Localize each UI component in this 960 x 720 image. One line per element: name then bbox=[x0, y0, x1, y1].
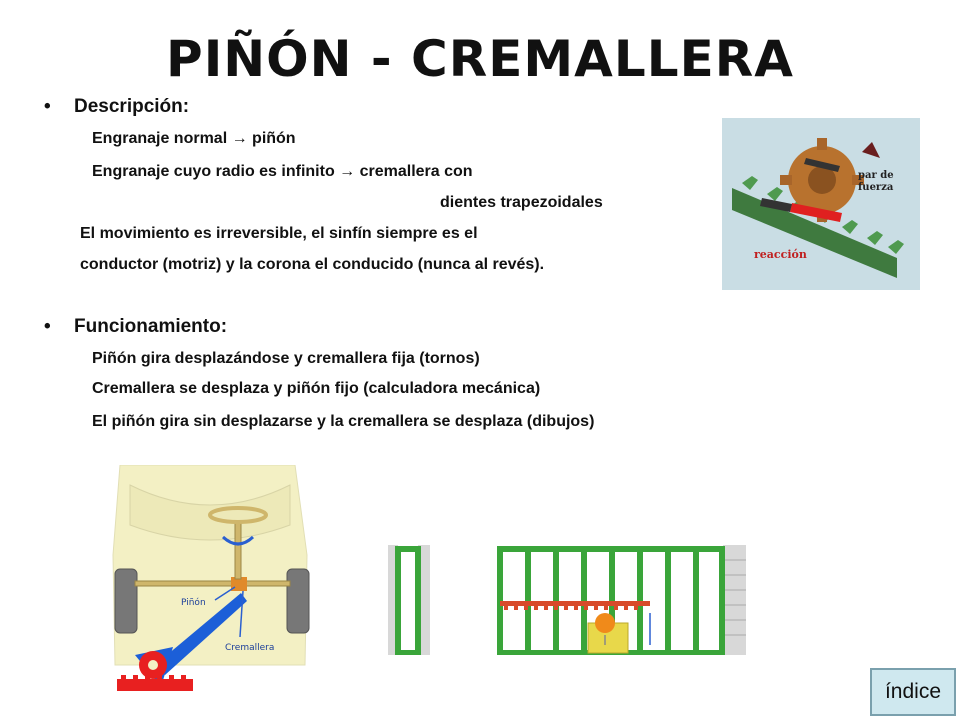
description-line-5: conductor (motriz) y la corona el conducido (nunca al revés). bbox=[80, 256, 545, 273]
label-par-de: par de bbox=[858, 170, 894, 181]
description-line-4: El movimiento es irreversible, el sinfín siempre es el bbox=[80, 225, 478, 242]
index-button[interactable]: índice bbox=[870, 668, 956, 716]
bullet-funcionamiento bbox=[44, 316, 227, 338]
label-fuerza: fuerza bbox=[858, 182, 894, 193]
bullet-dot: • bbox=[44, 316, 51, 337]
function-line-2: Cremallera se desplaza y piñón fijo (calculadora mecánica) bbox=[92, 380, 541, 397]
label-reaccion: reacción bbox=[754, 248, 807, 261]
car-steering-illustration bbox=[95, 465, 325, 695]
bullet-heading: Funcionamiento: bbox=[74, 316, 228, 337]
function-line-3: El piñón gira sin desplazarse y la cremallera se desplaza (dibujos) bbox=[92, 413, 595, 430]
description-line-2: Engranaje cuyo radio es infinito → cremallera con bbox=[92, 163, 473, 180]
page-title: PIÑÓN - CREMALLERA bbox=[166, 30, 794, 88]
label-cremallera: Cremallera bbox=[225, 643, 275, 653]
bullet-heading: Descripción: bbox=[74, 96, 190, 117]
bullet-dot: • bbox=[44, 96, 51, 117]
function-line-1: Piñón gira desplazándose y cremallera fija (tornos) bbox=[92, 350, 480, 367]
description-line-1: Engranaje normal → piñón bbox=[92, 130, 296, 147]
sliding-gate-illustration bbox=[388, 545, 746, 655]
description-line-3: dientes trapezoidales bbox=[440, 194, 603, 211]
gear-rack-illustration bbox=[722, 118, 920, 290]
bullet-descripcion bbox=[44, 96, 189, 118]
label-pinon: Piñón bbox=[181, 598, 206, 608]
